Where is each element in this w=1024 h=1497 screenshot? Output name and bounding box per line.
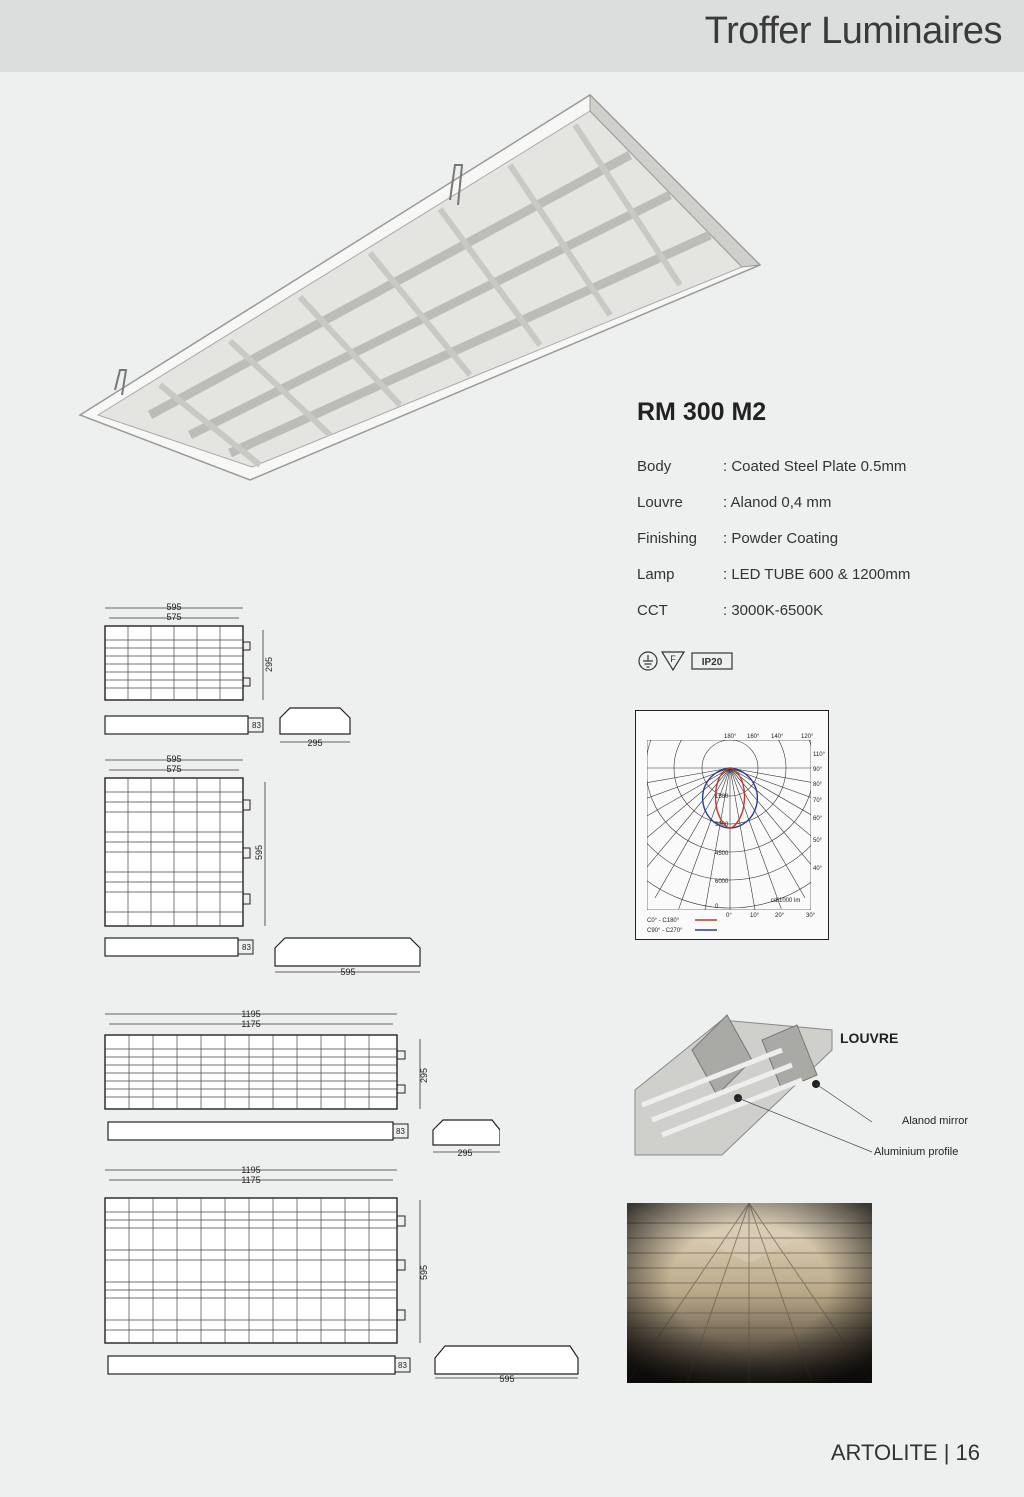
radial-label: 1500 [715,794,729,800]
spec-label: Finishing [637,530,698,547]
spec-row-finishing [637,530,838,547]
dim-inner-width: 575 [166,764,182,774]
dimension-drawing-595x595 [100,752,430,977]
angle-label-bottom: 10° [750,913,760,919]
spec-row-body [637,458,906,475]
angle-label-right: 80° [813,782,823,788]
angle-label-top: 120° [801,734,814,740]
certification-icons [637,648,747,674]
spec-label: CCT [637,602,668,619]
unit-label: cd/1000 lm [771,898,801,904]
angle-label-top: 140° [771,734,784,740]
angle-label-top: 160° [747,734,760,740]
angle-label-bottom: 20° [775,913,785,919]
angle-label-right: 110° [813,752,825,758]
dim-depth: 295 [419,1067,429,1083]
spec-value: : Alanod 0,4 mm [723,494,832,511]
angle-label-right: 70° [813,798,823,804]
spec-value: : Powder Coating [723,530,839,547]
dim-depth: 595 [419,1264,429,1280]
page-title: Troffer Luminaires [704,10,1002,52]
angle-label-right: 90° [813,767,823,773]
dim-outer-width: 595 [166,602,182,612]
spec-row-louvre [637,494,831,511]
dim-outer-width: 1195 [241,1165,261,1175]
dimension-drawing-1195x595 [100,1160,580,1385]
radial-label: 4500 [715,851,729,857]
spec-value: : LED TUBE 600 & 1200mm [723,566,911,583]
dim-height: 83 [242,943,251,952]
spec-label: Louvre [637,494,683,511]
louvre-detail-illustration [632,1010,877,1160]
f-mark-label: F [670,654,676,664]
angle-label-right: 50° [813,838,823,844]
dim-inner-width: 575 [166,612,182,622]
spec-label: Lamp [637,566,675,583]
dim-outer-width: 595 [166,754,182,764]
spec-value: : 3000K-6500K [723,602,824,619]
dim-inner-width: 1175 [241,1019,261,1029]
dim-end-width: 295 [307,738,323,748]
dimension-drawing-595x295 [100,600,360,750]
angle-label-right: 40° [813,866,823,872]
dim-height: 83 [252,721,261,730]
radial-label: 0 [715,904,719,910]
dimension-drawing-1195x295 [100,1005,500,1160]
dim-height: 83 [396,1127,405,1136]
legend-label-c90: C90° - C270° [647,928,683,934]
spec-row-lamp [637,566,910,583]
callout-aluminium-profile: Aluminium profile [874,1146,959,1158]
angle-label-bottom: 0° [726,913,732,919]
angle-label-right: 60° [813,816,823,822]
dim-outer-width: 1195 [241,1009,261,1019]
spec-row-cct [637,602,823,619]
spec-label: Body [637,458,672,475]
dim-depth: 295 [264,656,274,672]
dim-end-width: 595 [340,967,356,977]
louvre-title: LOUVRE [840,1030,899,1046]
angle-label-top: 180° [724,734,737,740]
polar-intensity-chart [635,710,829,940]
legend-label-c0: C0° - C180° [647,918,680,924]
dim-end-width: 595 [499,1374,515,1384]
louvre-installed-photo [627,1203,872,1383]
angle-label-bottom: 30° [806,913,816,919]
louvre-photo-graphic [627,1203,872,1383]
footer-brand-page: ARTOLITE | 16 [830,1440,980,1465]
dim-end-width: 295 [457,1148,473,1158]
radial-label: 6000 [715,879,729,885]
dim-height: 83 [398,1361,407,1370]
radial-label: 3000 [715,822,729,828]
spec-value: : Coated Steel Plate 0.5mm [723,458,907,475]
callout-alanod-mirror: Alanod mirror [902,1115,969,1127]
model-title: RM 300 M2 [637,398,767,426]
dim-depth: 595 [254,844,264,860]
ip-rating-label: IP20 [701,657,723,668]
dim-inner-width: 1175 [241,1175,261,1185]
